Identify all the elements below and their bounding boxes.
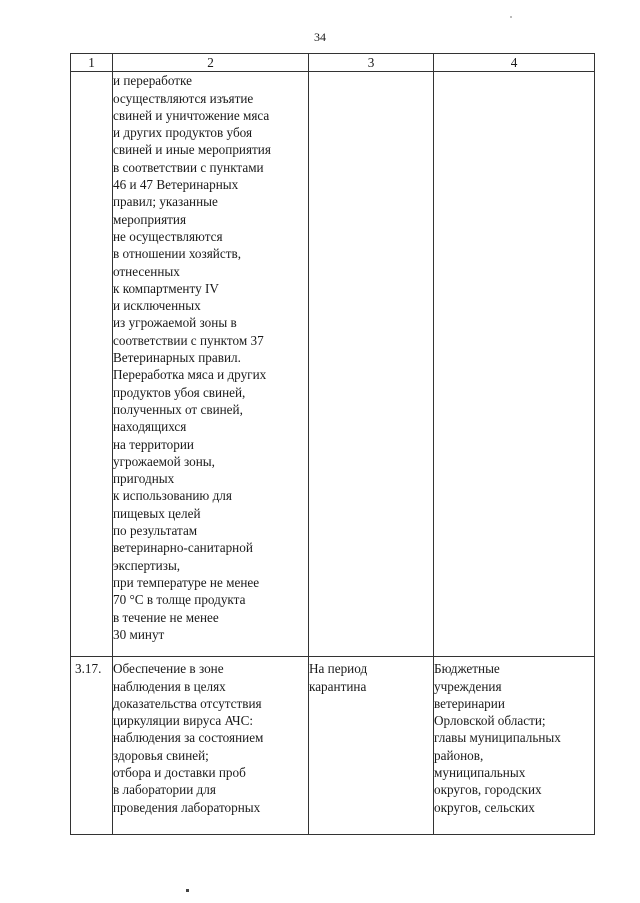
text-line: в отношении хозяйств,	[113, 246, 241, 262]
text-line: 30 минут	[113, 626, 165, 642]
text-line: экспертизы,	[113, 557, 181, 573]
page-number: 34	[314, 30, 326, 44]
header-col-1: 1	[71, 54, 113, 72]
text-line: по результатам	[113, 523, 198, 539]
text-line: отнесенных	[113, 263, 180, 279]
text-line: карантина	[309, 678, 367, 694]
table-row-continuation	[71, 72, 595, 657]
text-line: не осуществляются	[113, 228, 223, 244]
text-line: 46 и 47 Ветеринарных	[113, 177, 239, 193]
scan-artifact-dot	[510, 16, 512, 18]
measures-table	[70, 53, 595, 835]
row-number-cell: 3.17.	[71, 657, 113, 835]
text-line: угрожаемой зоны,	[113, 453, 215, 469]
responsible-cell	[434, 657, 595, 835]
text-line: здоровья свиней;	[113, 747, 209, 763]
measure-text-cell	[113, 657, 309, 835]
text-line: циркуляции вируса АЧС:	[113, 713, 254, 729]
measure-text-cell	[113, 72, 309, 657]
text-line: доказательства отсутствия	[113, 695, 262, 711]
text-line: проведения лабораторных	[113, 799, 261, 815]
text-line: свиней и иные мероприятия	[113, 142, 271, 158]
text-line: наблюдения в целях	[113, 678, 226, 694]
text-line: районов,	[434, 747, 484, 763]
text-line: к использованию для	[113, 488, 232, 504]
text-line: мероприятия	[113, 211, 187, 227]
text-line: ветеринарии	[434, 695, 505, 711]
table-header-row	[71, 54, 595, 72]
text-line: отбора и доставки проб	[113, 765, 246, 781]
text-line: 70 °С в толще продукта	[113, 592, 246, 608]
header-col-4: 4	[434, 54, 595, 72]
text-line: из угрожаемой зоны в	[113, 315, 237, 331]
header-col-3: 3	[309, 54, 434, 72]
text-line: Орловской области;	[434, 713, 546, 729]
text-line: правил; указанные	[113, 194, 218, 210]
text-line: в течение не менее	[113, 609, 219, 625]
deadline-cell	[309, 72, 434, 657]
text-line: при температуре не менее	[113, 574, 260, 590]
text-line: главы муниципальных	[434, 730, 561, 746]
text-line: в соответствии с пунктами	[113, 159, 264, 175]
text-line: полученных от свиней,	[113, 401, 243, 417]
text-line: к компартменту IV	[113, 280, 219, 296]
text-line: и других продуктов убоя	[113, 125, 253, 141]
text-line: Переработка мяса и других	[113, 367, 267, 383]
scan-artifact-mark	[186, 889, 189, 892]
text-line: На период	[309, 661, 368, 677]
text-line: ветеринарно-санитарной	[113, 540, 253, 556]
text-line: учреждения	[434, 678, 502, 694]
row-number-cell	[71, 72, 113, 657]
text-line: пригодных	[113, 471, 175, 487]
text-line: на территории	[113, 436, 194, 452]
responsible-cell	[434, 72, 595, 657]
text-line: находящихся	[113, 419, 187, 435]
deadline-cell	[309, 657, 434, 835]
deadline-text-lines	[309, 660, 433, 695]
text-line: и исключенных	[113, 298, 201, 314]
measure-text-lines	[113, 660, 308, 816]
text-line: в лаборатории для	[113, 782, 216, 798]
header-col-2: 2	[113, 54, 309, 72]
table-row-3-17	[71, 657, 595, 835]
text-line: и переработке	[113, 73, 192, 89]
text-line: муниципальных	[434, 765, 526, 781]
text-line: округов, городских	[434, 782, 542, 798]
measure-text-lines	[113, 72, 308, 643]
text-line: Ветеринарных правил.	[113, 350, 241, 366]
text-line: свиней и уничтожение мяса	[113, 107, 270, 123]
text-line: округов, сельских	[434, 799, 535, 815]
text-line: наблюдения за состоянием	[113, 730, 264, 746]
text-line: Обеспечение в зоне	[113, 661, 224, 677]
text-line: продуктов убоя свиней,	[113, 384, 246, 400]
text-line: соответствии с пунктом 37	[113, 332, 264, 348]
text-line: Бюджетные	[434, 661, 500, 677]
responsible-text-lines	[434, 660, 594, 816]
text-line: осуществляются изъятие	[113, 90, 254, 106]
text-line: пищевых целей	[113, 505, 201, 521]
